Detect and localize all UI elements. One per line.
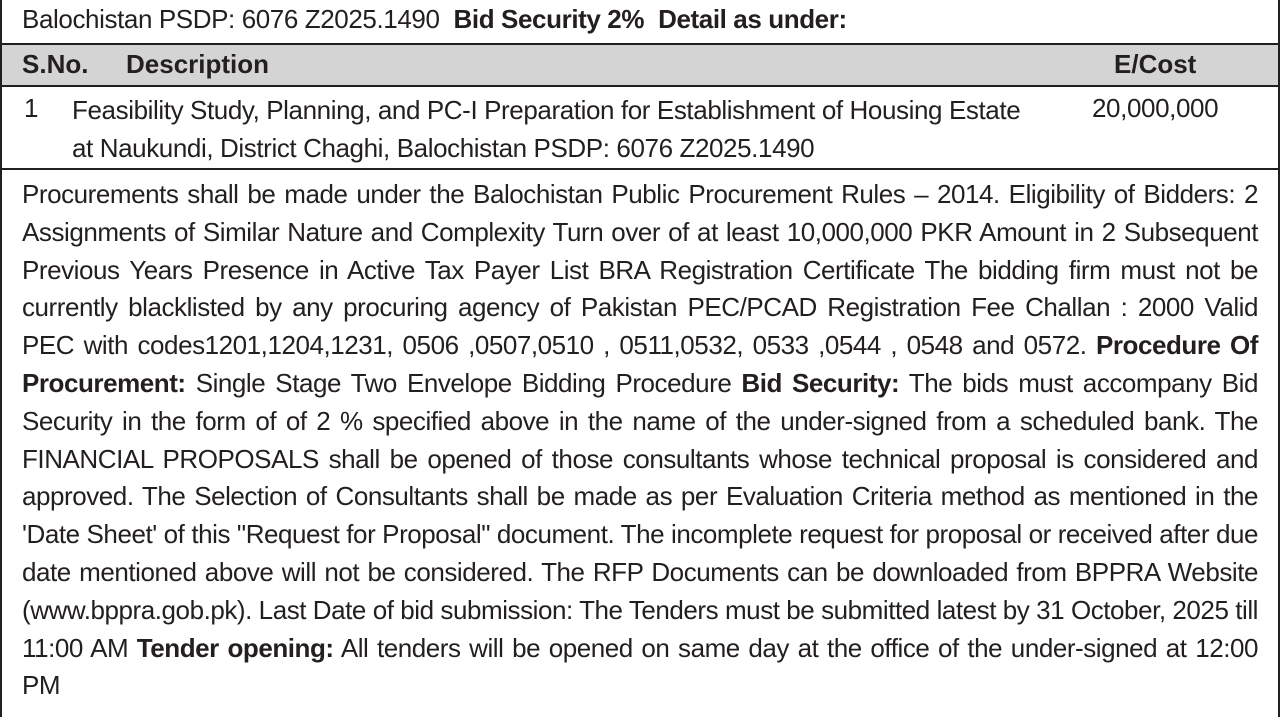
eligibility-text: Procurements shall be made under the Balochistan Public Procurement Rules – 2014. Eligibility of Bidders: 2 Assignments of Similar Nature and Complexity Turn over of at least 10,000,000 PKR Amount in 2 Subsequent Previous Years Presence in Active Tax Payer List BRA Registration Certificate The bidding firm must not be currently blacklisted by any procuring agency of Pakistan PEC/PCAD Registration Fee Challan : 2000 Valid PEC with codes1201,1204,1231, 0506 ,0507,0510 , 0511,0532, 0533 ,0544 , 0548 and 0572. [22, 179, 1258, 361]
project-reference-line [22, 0, 847, 41]
terms-paragraph [22, 176, 1258, 705]
column-header-sno: S.No. [22, 49, 89, 79]
procedure-label: Procedure Of Procurement: [22, 330, 1258, 398]
tender-opening-label: Tender opening: [136, 632, 334, 663]
row-sno: 1 [24, 93, 39, 123]
table-row [2, 87, 1278, 170]
column-header-description: Description [126, 49, 270, 79]
procedure-text: Single Stage Two Envelope Bidding Procedure [195, 367, 732, 398]
bid-security-label: Bid Security: [741, 367, 900, 398]
tender-opening-text: All tenders will be opened on same day at the office of the under-signed at 12:00 PM [22, 632, 1259, 701]
project-psdp-reference: Balochistan PSDP: 6076 Z2025.1490 [22, 4, 440, 34]
bid-security-heading: Bid Security 2% [453, 4, 645, 34]
column-header-cost: E/Cost [1114, 49, 1197, 79]
detail-heading: Detail as under: [658, 4, 847, 34]
bid-security-text: The bids must accompany Bid Security in the form of of 2 % specified above in the name of the under-signed from a scheduled bank. The FINANCIAL PROPOSALS shall be opened of those consultants whose technical proposal is considered and approved. The Selection of Consultants shall be made as per Evaluation Criteria method as mentioned in the 'Date Sheet' of this "Request for Proposal" document. The incomplete request for proposal or received after due date mentioned above will not be considered. The RFP Documents can be downloaded from BPPRA Website (www.bppra.gob.pk). Last Date of bid submission: The Tenders must be submitted latest by 31 October, 2025 till 11:00 AM [22, 367, 1258, 663]
table-header-row [2, 43, 1278, 87]
row-estimated-cost: 20,000,000 [1092, 93, 1219, 123]
row-description: Feasibility Study, Planning, and PC-I Preparation for Establishment of Housing Estate at Naukundi, District Chaghi, Balochistan PSDP: 6076 Z2025.1490 [72, 95, 1021, 163]
